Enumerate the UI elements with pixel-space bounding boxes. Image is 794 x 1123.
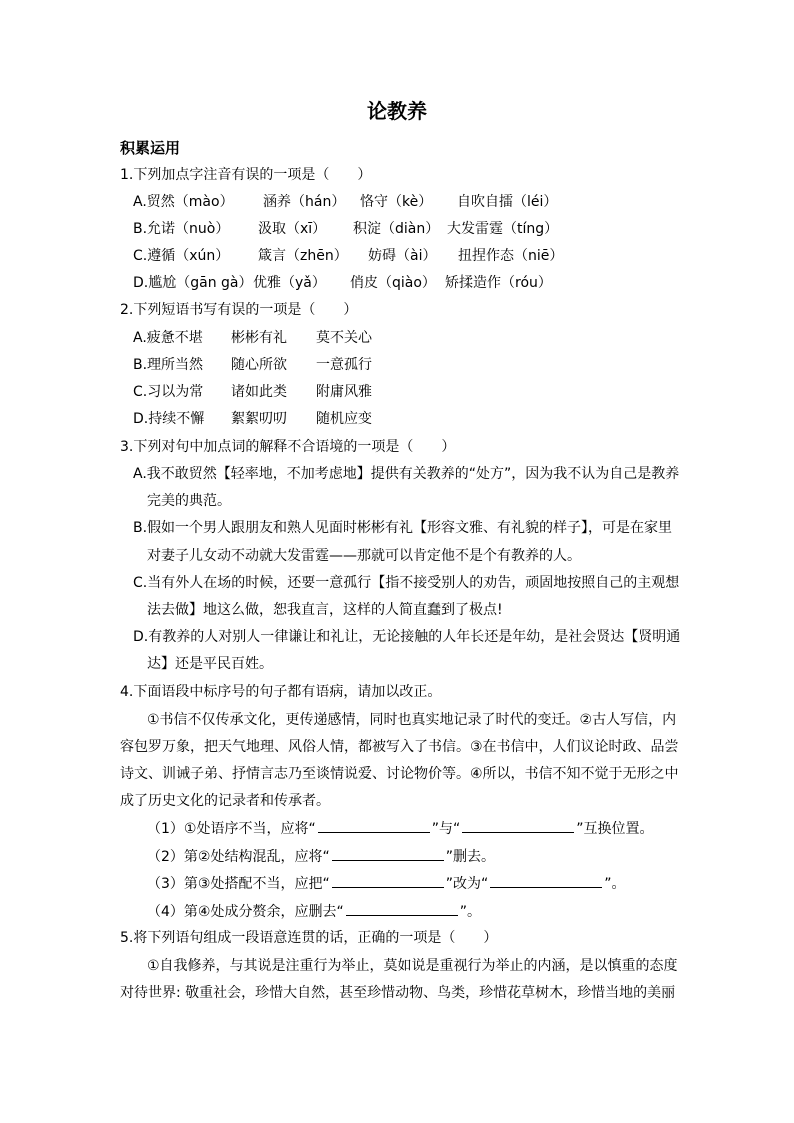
q2-option-b-1: B.理所当然 [133, 357, 204, 373]
q2-option-c-1: C.习以为常 [133, 384, 204, 400]
q2-option-a-1: A.疲惫不堪 [133, 330, 203, 346]
q4-sub-4-text-b: ”。 [459, 904, 481, 920]
q2-option-d-3: 随机应变 [316, 411, 372, 427]
q4-passage-line-3: 诗文、训诫子弟、抒情言志乃至谈情说爱、讨论物价等。④所以，书信不知不觉于无形之中 [120, 766, 679, 782]
q4-sub-1-text-a: （1）①处语序不当，应将“ [147, 821, 316, 837]
q4-sub-2 [147, 846, 495, 867]
q3-option-b-line-2: 对妻子儿女动不动就大发雷霆——那就可以肯定他不是个有教养的人。 [147, 548, 581, 564]
q4-sub-2-text-a: （2）第②处结构混乱，应将“ [147, 849, 330, 865]
q5-passage-line-2: 对待世界: 敬重社会，珍惜大自然，甚至珍惜动物、鸟类，珍惜花草树木，珍惜当地的美丽 [120, 985, 676, 1001]
answer-blank[interactable] [346, 901, 458, 916]
q3-option-c-line-1: C.当有外人在场的时候，还要一意孤行【指不接受别人的劝告，顽固地按照自己的主观想 [133, 575, 680, 591]
q4-sub-4 [147, 901, 481, 922]
q2-option-b-3: 一意孤行 [316, 357, 372, 373]
q3-option-b-line-1: B.假如一个男人跟朋友和熟人见面时彬彬有礼【形容文雅、有礼貌的样子】，可是在家里 [133, 520, 673, 536]
question-4-stem: 4.下面语段中标序号的句子都有语病，请加以改正。 [120, 684, 442, 700]
q1-option-b-3: 积淀（diàn） [353, 221, 440, 237]
q3-option-d-line-2: 达】还是平民百姓。 [147, 656, 273, 672]
question-2-stem: 2.下列短语书写有误的一项是（ ） [120, 302, 358, 318]
q1-option-a-3: 恪守（kè） [360, 194, 433, 210]
q4-passage-line-1: ①书信不仅传承文化，更传递感情，同时也真实地记录了时代的变迁。②古人写信，内 [147, 712, 677, 728]
q4-sub-2-text-b: ”删去。 [445, 849, 495, 865]
q4-sub-1 [147, 818, 654, 839]
q1-option-b-1: B.允诺（nuò） [133, 221, 230, 237]
q2-option-c-2: 诸如此类 [231, 384, 287, 400]
answer-blank[interactable] [490, 873, 602, 888]
question-1-stem: 1.下列加点字注音有误的一项是（ ） [120, 167, 372, 183]
q4-sub-3-text-b: ”改为“ [445, 876, 489, 892]
q4-passage-line-4: 成了历史文化的记录者和传承者。 [120, 793, 330, 809]
q2-option-d-2: 絮絮叨叨 [231, 411, 287, 427]
q5-passage-line-1: ①自我修养，与其说是注重行为举止，莫如说是重视行为举止的内涵，是以慎重的态度 [147, 958, 678, 974]
q1-option-c-4: 扭捏作态（niē） [458, 248, 564, 264]
q1-option-d-4: 矫揉造作（róu） [445, 275, 552, 291]
q2-option-c-3: 附庸风雅 [316, 384, 372, 400]
q1-option-d-1: D.尴尬（gān gà） [133, 275, 253, 291]
q2-option-d-1: D.持续不懈 [133, 411, 205, 427]
q3-option-d-line-1: D.有教养的人对别人一律谦让和礼让，无论接触的人年长还是年幼，是社会贤达【贤明通 [133, 629, 681, 645]
q3-option-a-line-1: A.我不敢贸然【轻率地，不加考虑地】提供有关教养的“处方”，因为我不认为自己是教养 [133, 466, 680, 482]
question-5-stem: 5.将下列语句组成一段语意连贯的话，正确的一项是（ ） [120, 930, 498, 946]
q1-option-b-4: 大发雷霆（tíng） [447, 221, 559, 237]
q4-sub-3-text-c: ”。 [604, 876, 626, 892]
q4-sub-4-text-a: （4）第④处成分赘余，应删去“ [147, 904, 344, 920]
q3-option-c-line-2: 法去做】地这么做，恕我直言，这样的人简直蠢到了极点! [147, 602, 503, 618]
q1-option-c-2: 箴言（zhēn） [258, 248, 348, 264]
q1-option-c-3: 妨碍（ài） [368, 248, 437, 264]
q2-option-b-2: 随心所欲 [231, 357, 287, 373]
q1-option-b-2: 汲取（xī） [258, 221, 327, 237]
q2-option-a-2: 彬彬有礼 [231, 330, 287, 346]
answer-blank[interactable] [318, 818, 430, 833]
q4-sub-3-text-a: （3）第③处搭配不当，应把“ [147, 876, 330, 892]
answer-blank[interactable] [332, 873, 444, 888]
q2-option-a-3: 莫不关心 [316, 330, 372, 346]
q4-sub-1-text-b: ”与“ [431, 821, 461, 837]
q1-option-a-1: A.贸然（mào） [133, 194, 234, 210]
q1-option-c-1: C.遵循（xún） [133, 248, 230, 264]
q4-sub-3 [147, 873, 626, 894]
q1-option-d-2: 优雅（yǎ） [253, 275, 326, 291]
q3-option-a-line-2: 完美的典范。 [147, 493, 231, 509]
q1-option-a-4: 自吹自擂（léi） [457, 194, 558, 210]
question-3-stem: 3.下列对句中加点词的解释不合语境的一项是（ ） [120, 439, 456, 455]
q4-sub-1-text-c: ”互换位置。 [576, 821, 654, 837]
q1-option-a-2: 涵养（hán） [263, 194, 346, 210]
answer-blank[interactable] [332, 846, 444, 861]
q4-passage-line-2: 容包罗万象，把天气地理、风俗人情，都被写入了书信。③在书信中，人们议论时政、品尝 [120, 739, 679, 755]
q1-option-d-3: 俏皮（qiào） [350, 275, 436, 291]
section-heading: 积累运用 [120, 139, 181, 157]
answer-blank[interactable] [462, 818, 574, 833]
page-title: 论教养 [367, 99, 427, 123]
